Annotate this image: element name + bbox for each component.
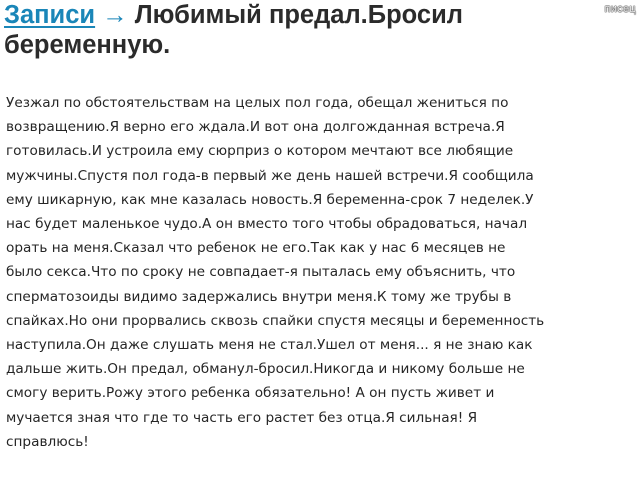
post-line: сперматозоиды видимо задержались внутри меня.К тому же трубы в [6,288,512,305]
post-line: возвращению.Я верно его ждала.И вот она долгожданная встреча.Я [6,119,505,136]
post-line: смогу верить.Рожу этого ребенка обязательно! А он пусть живет и [6,385,495,402]
breadcrumb-separator-arrow-icon: → [102,1,128,29]
post-line: мужчины.Спустя пол года-в первый же день нашей встречи.Я сообщила [6,167,534,184]
page-title-continued: беременную. [4,31,171,59]
watermark: писец [604,3,636,15]
breadcrumb-link-records[interactable]: Записи [4,1,96,29]
post-line: нас будет маленькое чудо.А он вместо того чтобы обрадоваться, начал [6,216,528,233]
post-line: спайках.Но они прорвались сквозь спайки спустя месяцы и беременность [6,312,545,329]
page-title: Любимый предал.Бросил [134,1,463,29]
post-line: наступила.Он даже слушать меня не стал.Ушел от меня... я не знаю как [6,337,533,354]
post-body [6,91,636,454]
post-line: было секса.Что по сроку не совпадает-я пыталась ему объяснить, что [6,264,516,281]
page-header [4,0,594,60]
post-line: орать на меня.Сказал что ребенок не его.Так как у нас 6 месяцев не [6,240,506,257]
post-line: справлюсь! [6,433,89,450]
post-line: мучается зная что где то часть его растет без отца.Я сильная! Я [6,409,478,426]
post-line: Уезжал по обстоятельствам на целых пол года, обещал жениться по [6,95,509,111]
post-line: дальше жить.Он предал, обманул-бросил.Никогда и никому больше не [6,361,525,378]
post-line: ему шикарную, как мне казалась новость.Я беременна-срок 7 неделек.У [6,191,534,208]
post-line: готовилась.И устроила ему сюрприз о котором мечтают все любящие [6,143,514,160]
